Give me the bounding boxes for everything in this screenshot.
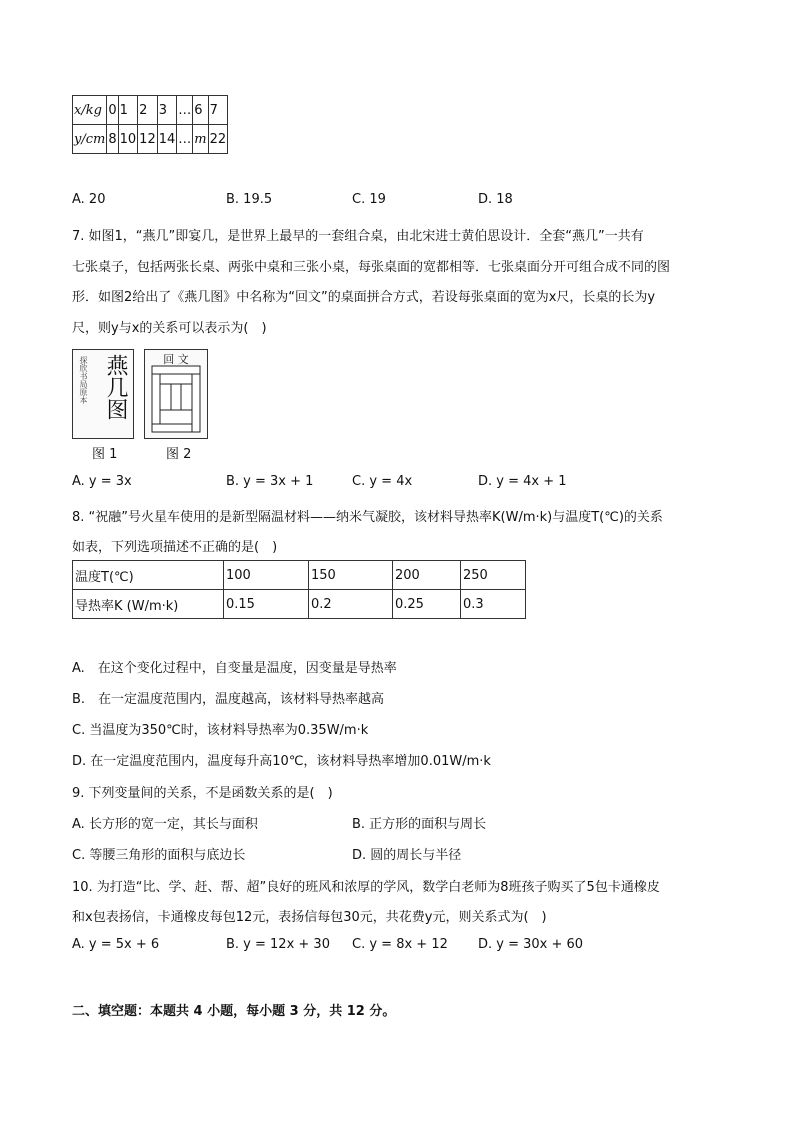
table-cell: 2 — [138, 96, 158, 125]
figure-2-caption: 图 2 — [166, 447, 192, 462]
q9-option-d: D. 圆的周长与半径 — [352, 848, 462, 863]
table-row — [73, 125, 228, 154]
q7-stem-line-2: 七张桌子，包括两张长桌、两张中桌和三张小桌，每张桌面的宽都相等．七张桌面分开可组合成不同的图 — [72, 260, 671, 275]
table-cell: 6 — [193, 96, 208, 125]
q7-option-b: B. y = 3x + 1 — [226, 474, 314, 489]
q10-stem-line-2: 和x包表扬信，卡通橡皮每包12元，表扬信每包30元，共花费y元，则关系式为( ) — [72, 910, 547, 925]
table-cell: 0.25 — [393, 590, 461, 619]
q7-stem-line-4: 尺，则y与x的关系可以表示为( ) — [72, 321, 267, 336]
figure-2-huiwen — [144, 349, 208, 439]
table-cell: 200 — [393, 561, 461, 590]
q10-stem-line-1: 10. 为打造“比、学、赶、帮、超”良好的班风和浓厚的学风，数学白老师为8班孩子购买了5包卡通橡皮 — [72, 880, 660, 895]
q6-option-c: C. 19 — [352, 192, 386, 207]
q9-option-a: A. 长方形的宽一定，其长与面积 — [72, 817, 258, 832]
q7-stem-line-1: 7. 如图1，“燕几”即宴几，是世界上最早的一套组合桌，由北宋进士黄伯思设计．全套“燕几”一共有 — [72, 229, 644, 244]
table-cell: 导热率K (W/m·k) — [73, 590, 224, 619]
q10-option-d: D. y = 30x + 60 — [478, 937, 584, 952]
table-cell: 250 — [461, 561, 526, 590]
q9-option-c: C. 等腰三角形的面积与底边长 — [72, 848, 246, 863]
figure-1-book-cover — [72, 349, 134, 439]
table-row — [73, 561, 526, 590]
q8-option-d: D. 在一定温度范围内，温度每升高10℃，该材料导热率增加0.01W/m·k — [72, 754, 491, 769]
table-cell: x/kg — [73, 96, 107, 125]
q9-stem: 9. 下列变量间的关系，不是函数关系的是( ) — [72, 786, 333, 801]
table-cell: 0.15 — [224, 590, 309, 619]
table-row — [73, 590, 526, 619]
q8-option-c: C. 当温度为350℃时，该材料导热率为0.35W/m·k — [72, 723, 369, 738]
table-cell: … — [177, 125, 193, 154]
table-cell: 7 — [208, 96, 228, 125]
q8-table — [72, 560, 526, 619]
table-cell: m — [193, 125, 208, 154]
q7-option-a: A. y = 3x — [72, 474, 132, 489]
q9-option-b: B. 正方形的面积与周长 — [352, 817, 487, 832]
table-cell: 100 — [224, 561, 309, 590]
q6-option-a: A. 20 — [72, 192, 106, 207]
q10-option-b: B. y = 12x + 30 — [226, 937, 330, 952]
table-cell: 12 — [138, 125, 158, 154]
figure-2-title: 回 文 — [163, 353, 189, 366]
q6-option-b: B. 19.5 — [226, 192, 273, 207]
table-row — [73, 96, 228, 125]
q8-stem-line-1: 8. “祝融”号火星车使用的是新型隔温材料——纳米气凝胶，该材料导热率K(W/m·k)与温度T(℃)的关系 — [72, 510, 663, 525]
table-cell: 0 — [107, 96, 118, 125]
q7-stem-line-3: 形．如图2给出了《燕几图》中名称为“回文”的桌面拼合方式，若设每张桌面的宽为x尺，长桌的长为y — [72, 290, 656, 305]
q7-option-c: C. y = 4x — [352, 474, 413, 489]
huiwen-diagram — [145, 350, 207, 438]
q6-option-d: D. 18 — [478, 192, 513, 207]
table-cell: 温度T(℃) — [73, 561, 224, 590]
q6-table — [72, 95, 228, 154]
table-cell: 22 — [208, 125, 228, 154]
table-cell: 0.2 — [309, 590, 393, 619]
table-cell: 1 — [118, 96, 138, 125]
table-cell: 150 — [309, 561, 393, 590]
table-cell: 3 — [157, 96, 177, 125]
q8-option-a: A. 在这个变化过程中，自变量是温度，因变量是导热率 — [72, 661, 397, 676]
figure-1-side-text: 探欣书局原本 — [79, 356, 88, 404]
section-2-heading: 二、填空题：本题共 4 小题，每小题 3 分，共 12 分。 — [72, 1004, 396, 1019]
table-cell: … — [177, 96, 193, 125]
q7-option-d: D. y = 4x + 1 — [478, 474, 567, 489]
q8-option-b: B. 在一定温度范围内，温度越高，该材料导热率越高 — [72, 692, 385, 707]
q10-option-c: C. y = 8x + 12 — [352, 937, 448, 952]
table-cell: 10 — [118, 125, 138, 154]
table-cell: y/cm — [73, 125, 107, 154]
table-cell: 14 — [157, 125, 177, 154]
figure-1-title: 燕几图 — [103, 354, 128, 420]
q8-stem-line-2: 如表，下列选项描述不正确的是( ) — [72, 540, 278, 555]
table-cell: 8 — [107, 125, 118, 154]
figure-1-caption: 图 1 — [92, 447, 118, 462]
q10-option-a: A. y = 5x + 6 — [72, 937, 160, 952]
table-cell: 0.3 — [461, 590, 526, 619]
